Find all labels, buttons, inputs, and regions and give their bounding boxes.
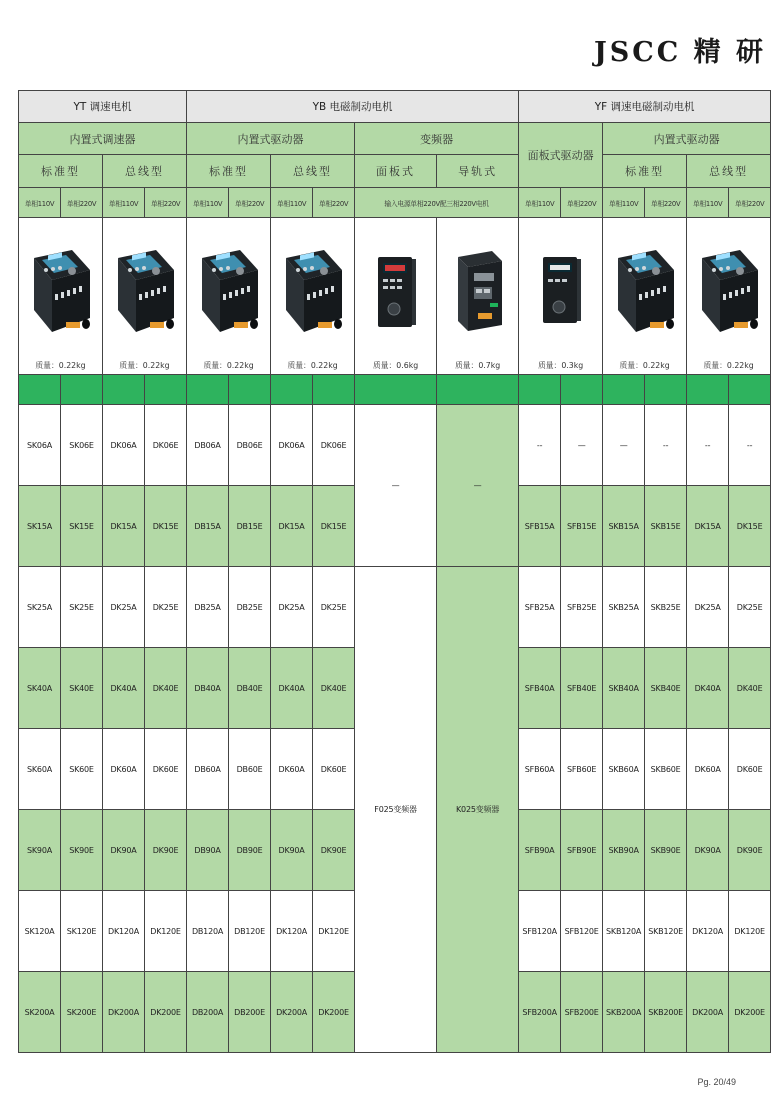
model-cell: DB40E bbox=[229, 648, 271, 729]
model-cell: SFB15E bbox=[561, 486, 603, 567]
model-cell: SK40E bbox=[61, 648, 103, 729]
model-cell: SKB25E bbox=[645, 567, 687, 648]
model-cell: DK60E bbox=[729, 729, 771, 810]
built-in-controller-icon bbox=[19, 236, 102, 346]
band-cell bbox=[271, 375, 313, 405]
type-yt-bus bbox=[103, 155, 187, 188]
band-cell bbox=[519, 375, 561, 405]
model-cell: DK06E bbox=[313, 405, 355, 486]
model-cell: DK60A bbox=[271, 729, 313, 810]
model-cell: SK120E bbox=[61, 891, 103, 972]
model-cell: DK40E bbox=[729, 648, 771, 729]
inverter-panel-model: F025变频器 bbox=[355, 567, 437, 1053]
product-cell bbox=[437, 218, 519, 375]
model-cell: SFB90E bbox=[561, 810, 603, 891]
model-cell: DK200A bbox=[687, 972, 729, 1053]
model-cell: DK120A bbox=[103, 891, 145, 972]
model-cell: SK120A bbox=[19, 891, 61, 972]
model-cell: SKB60A bbox=[603, 729, 645, 810]
rail-inverter-icon bbox=[437, 236, 518, 346]
model-cell: SFB60E bbox=[561, 729, 603, 810]
band-cell bbox=[187, 375, 229, 405]
type-label: 总线型 bbox=[709, 165, 749, 178]
model-cell: SK90E bbox=[61, 810, 103, 891]
band-cell bbox=[645, 375, 687, 405]
group-header-row bbox=[19, 91, 771, 123]
voltage-cell: 单相110V bbox=[19, 188, 61, 218]
band-cell bbox=[145, 375, 187, 405]
model-cell: DK60E bbox=[313, 729, 355, 810]
model-cell: DK15E bbox=[145, 486, 187, 567]
model-cell: SFB25E bbox=[561, 567, 603, 648]
model-cell: SFB120A bbox=[519, 891, 561, 972]
model-cell: -- bbox=[645, 405, 687, 486]
model-cell: DB06E bbox=[229, 405, 271, 486]
voltage-inverter-input: 输入电源单相220V配三相220V电机 bbox=[355, 188, 519, 218]
model-cell: DK25A bbox=[103, 567, 145, 648]
spec-table bbox=[18, 90, 771, 1053]
model-cell: SFB120E bbox=[561, 891, 603, 972]
model-cell: DB90A bbox=[187, 810, 229, 891]
model-cell: SK06E bbox=[61, 405, 103, 486]
model-cell: DK40A bbox=[271, 648, 313, 729]
model-cell: SK60E bbox=[61, 729, 103, 810]
model-cell: DK200A bbox=[271, 972, 313, 1053]
model-cell: DB60A bbox=[187, 729, 229, 810]
panel-inverter-icon bbox=[355, 236, 436, 346]
product-cell bbox=[271, 218, 355, 375]
model-cell: SKB200E bbox=[645, 972, 687, 1053]
subgroup-header-row bbox=[19, 123, 771, 155]
band-cell bbox=[603, 375, 645, 405]
type-label: 标准型 bbox=[41, 165, 80, 178]
model-cell: DK25E bbox=[313, 567, 355, 648]
panel-driver-icon bbox=[519, 236, 602, 346]
model-cell: SK200E bbox=[61, 972, 103, 1053]
group-yt: YT 调速电机 bbox=[19, 91, 187, 123]
type-header-row bbox=[19, 155, 771, 188]
product-weight: 质量：0.7kg bbox=[454, 360, 501, 370]
model-cell: DK15A bbox=[687, 486, 729, 567]
type-label: 导轨式 bbox=[458, 165, 498, 178]
page-number: Pg. 20/49 bbox=[697, 1077, 736, 1087]
model-cell: SKB90A bbox=[603, 810, 645, 891]
model-cell: DK200A bbox=[103, 972, 145, 1053]
model-cell: SFB40E bbox=[561, 648, 603, 729]
product-image-row bbox=[19, 218, 771, 375]
model-cell: DK06A bbox=[103, 405, 145, 486]
model-cell: DK25A bbox=[687, 567, 729, 648]
model-cell: SKB25A bbox=[603, 567, 645, 648]
product-cell bbox=[19, 218, 103, 375]
model-cell: DK25A bbox=[271, 567, 313, 648]
band-cell bbox=[61, 375, 103, 405]
band-cell bbox=[437, 375, 519, 405]
model-cell: SFB60A bbox=[519, 729, 561, 810]
model-cell: DK90E bbox=[145, 810, 187, 891]
model-cell: SK06A bbox=[19, 405, 61, 486]
brand-logo: JSCC 精 研 bbox=[593, 37, 766, 68]
model-row bbox=[19, 405, 771, 486]
inverter-rail-none: — bbox=[437, 405, 519, 567]
model-cell: SFB40A bbox=[519, 648, 561, 729]
model-cell: SKB40A bbox=[603, 648, 645, 729]
model-cell: DK06E bbox=[145, 405, 187, 486]
model-cell: DB40A bbox=[187, 648, 229, 729]
inverter-panel-none: — bbox=[355, 405, 437, 567]
product-cell bbox=[519, 218, 603, 375]
model-cell: DB15A bbox=[187, 486, 229, 567]
model-cell: SFB90A bbox=[519, 810, 561, 891]
voltage-cell: 单相220V bbox=[145, 188, 187, 218]
band-cell bbox=[687, 375, 729, 405]
model-cell: DK25E bbox=[729, 567, 771, 648]
product-cell bbox=[355, 218, 437, 375]
product-weight: 质量：0.22kg bbox=[619, 360, 670, 370]
model-cell: SFB15A bbox=[519, 486, 561, 567]
voltage-cell: 单相220V bbox=[313, 188, 355, 218]
model-cell: DK90E bbox=[729, 810, 771, 891]
subgroup-yb-builtin: 内置式驱动器 bbox=[187, 123, 355, 155]
voltage-cell: 单相110V bbox=[603, 188, 645, 218]
type-label: 总线型 bbox=[293, 165, 333, 178]
model-cell: DK90E bbox=[313, 810, 355, 891]
product-cell bbox=[187, 218, 271, 375]
voltage-cell: 单相110V bbox=[519, 188, 561, 218]
model-cell: SKB90E bbox=[645, 810, 687, 891]
model-cell: DK200E bbox=[313, 972, 355, 1053]
type-yb-standard bbox=[187, 155, 271, 188]
model-row bbox=[19, 567, 771, 648]
model-cell: DB25A bbox=[187, 567, 229, 648]
model-cell: SK40A bbox=[19, 648, 61, 729]
model-cell: DK60A bbox=[687, 729, 729, 810]
voltage-cell: 单相110V bbox=[687, 188, 729, 218]
product-cell bbox=[103, 218, 187, 375]
green-band-row bbox=[19, 375, 771, 405]
voltage-cell: 单相220V bbox=[561, 188, 603, 218]
type-yb-bus bbox=[271, 155, 355, 188]
model-cell: SKB60E bbox=[645, 729, 687, 810]
band-cell bbox=[19, 375, 61, 405]
model-cell: — bbox=[561, 405, 603, 486]
type-yt-standard bbox=[19, 155, 103, 188]
model-cell: DB120E bbox=[229, 891, 271, 972]
product-weight: 质量：0.6kg bbox=[372, 360, 419, 370]
band-cell bbox=[313, 375, 355, 405]
product-weight: 质量：0.22kg bbox=[119, 360, 170, 370]
voltage-cell: 单相220V bbox=[61, 188, 103, 218]
model-cell: DK90A bbox=[271, 810, 313, 891]
model-cell: DB06A bbox=[187, 405, 229, 486]
model-cell: DB60E bbox=[229, 729, 271, 810]
group-yb: YB 电磁制动电机 bbox=[187, 91, 519, 123]
model-cell: SFB200A bbox=[519, 972, 561, 1053]
model-cell: SKB200A bbox=[603, 972, 645, 1053]
model-cell: SK25E bbox=[61, 567, 103, 648]
model-cell: DK40E bbox=[313, 648, 355, 729]
band-cell bbox=[729, 375, 771, 405]
subgroup-yb-inverter: 变频器 bbox=[355, 123, 519, 155]
model-cell: SK25A bbox=[19, 567, 61, 648]
model-cell: DB200A bbox=[187, 972, 229, 1053]
type-label: 标准型 bbox=[209, 165, 249, 178]
model-cell: SKB120A bbox=[603, 891, 645, 972]
model-cell: DK120E bbox=[313, 891, 355, 972]
voltage-cell: 单相220V bbox=[229, 188, 271, 218]
model-cell: SK15A bbox=[19, 486, 61, 567]
model-cell: DK40A bbox=[687, 648, 729, 729]
built-in-controller-icon bbox=[603, 236, 686, 346]
model-cell: DK06A bbox=[271, 405, 313, 486]
voltage-cell: 单相110V bbox=[271, 188, 313, 218]
model-cell: SK200A bbox=[19, 972, 61, 1053]
model-cell: -- bbox=[729, 405, 771, 486]
model-cell: SKB15E bbox=[645, 486, 687, 567]
type-yb-rail bbox=[437, 155, 519, 188]
model-cell: -- bbox=[519, 405, 561, 486]
band-cell bbox=[355, 375, 437, 405]
built-in-controller-icon bbox=[187, 236, 270, 346]
voltage-header-row bbox=[19, 188, 771, 218]
model-cell: DK200E bbox=[145, 972, 187, 1053]
voltage-cell: 单相110V bbox=[103, 188, 145, 218]
product-cell bbox=[603, 218, 687, 375]
model-cell: SKB15A bbox=[603, 486, 645, 567]
model-cell: SK60A bbox=[19, 729, 61, 810]
model-cell: SFB200E bbox=[561, 972, 603, 1053]
band-cell bbox=[561, 375, 603, 405]
built-in-controller-icon bbox=[271, 236, 354, 346]
built-in-controller-icon bbox=[103, 236, 186, 346]
product-weight: 质量：0.22kg bbox=[35, 360, 86, 370]
built-in-controller-icon bbox=[687, 236, 770, 346]
model-cell: DK60E bbox=[145, 729, 187, 810]
model-cell: DK120E bbox=[729, 891, 771, 972]
product-weight: 质量：0.22kg bbox=[203, 360, 254, 370]
model-cell: SK15E bbox=[61, 486, 103, 567]
product-weight: 质量：0.3kg bbox=[537, 360, 584, 370]
product-weight: 质量：0.22kg bbox=[287, 360, 338, 370]
model-cell: DK25E bbox=[145, 567, 187, 648]
model-cell: SK90A bbox=[19, 810, 61, 891]
model-cell: DK120E bbox=[145, 891, 187, 972]
voltage-cell: 单相110V bbox=[187, 188, 229, 218]
model-cell: DK40A bbox=[103, 648, 145, 729]
model-cell: DB25E bbox=[229, 567, 271, 648]
model-cell: DK15A bbox=[103, 486, 145, 567]
type-yf-standard bbox=[603, 155, 687, 188]
model-cell: SFB25A bbox=[519, 567, 561, 648]
band-cell bbox=[229, 375, 271, 405]
inverter-rail-model: K025变频器 bbox=[437, 567, 519, 1053]
product-weight: 质量：0.22kg bbox=[703, 360, 754, 370]
model-cell: -- bbox=[687, 405, 729, 486]
voltage-cell: 单相220V bbox=[645, 188, 687, 218]
model-cell: SKB40E bbox=[645, 648, 687, 729]
model-cell: DK15E bbox=[729, 486, 771, 567]
model-cell: DB200E bbox=[229, 972, 271, 1053]
type-yf-bus bbox=[687, 155, 771, 188]
band-cell bbox=[103, 375, 145, 405]
type-label: 总线型 bbox=[125, 165, 165, 178]
model-cell: DK90A bbox=[103, 810, 145, 891]
model-cell: DB120A bbox=[187, 891, 229, 972]
voltage-cell: 单相220V bbox=[729, 188, 771, 218]
model-cell: DK40E bbox=[145, 648, 187, 729]
model-cell: DK15A bbox=[271, 486, 313, 567]
model-cell: DK120A bbox=[271, 891, 313, 972]
product-cell bbox=[687, 218, 771, 375]
model-cell: DK120A bbox=[687, 891, 729, 972]
model-cell: DB15E bbox=[229, 486, 271, 567]
model-cell: DK60A bbox=[103, 729, 145, 810]
subgroup-yf-panel: 面板式驱动器 bbox=[519, 123, 603, 188]
model-cell: DK200E bbox=[729, 972, 771, 1053]
model-cell: DK90A bbox=[687, 810, 729, 891]
model-cell: SKB120E bbox=[645, 891, 687, 972]
type-yb-panel bbox=[355, 155, 437, 188]
model-cell: DK15E bbox=[313, 486, 355, 567]
model-cell: DB90E bbox=[229, 810, 271, 891]
subgroup-yf-builtin: 内置式驱动器 bbox=[603, 123, 771, 155]
subgroup-yt-builtin: 内置式调速器 bbox=[19, 123, 187, 155]
group-yf: YF 调速电磁制动电机 bbox=[519, 91, 771, 123]
model-cell: — bbox=[603, 405, 645, 486]
type-label: 标准型 bbox=[625, 165, 665, 178]
type-label: 面板式 bbox=[376, 165, 416, 178]
